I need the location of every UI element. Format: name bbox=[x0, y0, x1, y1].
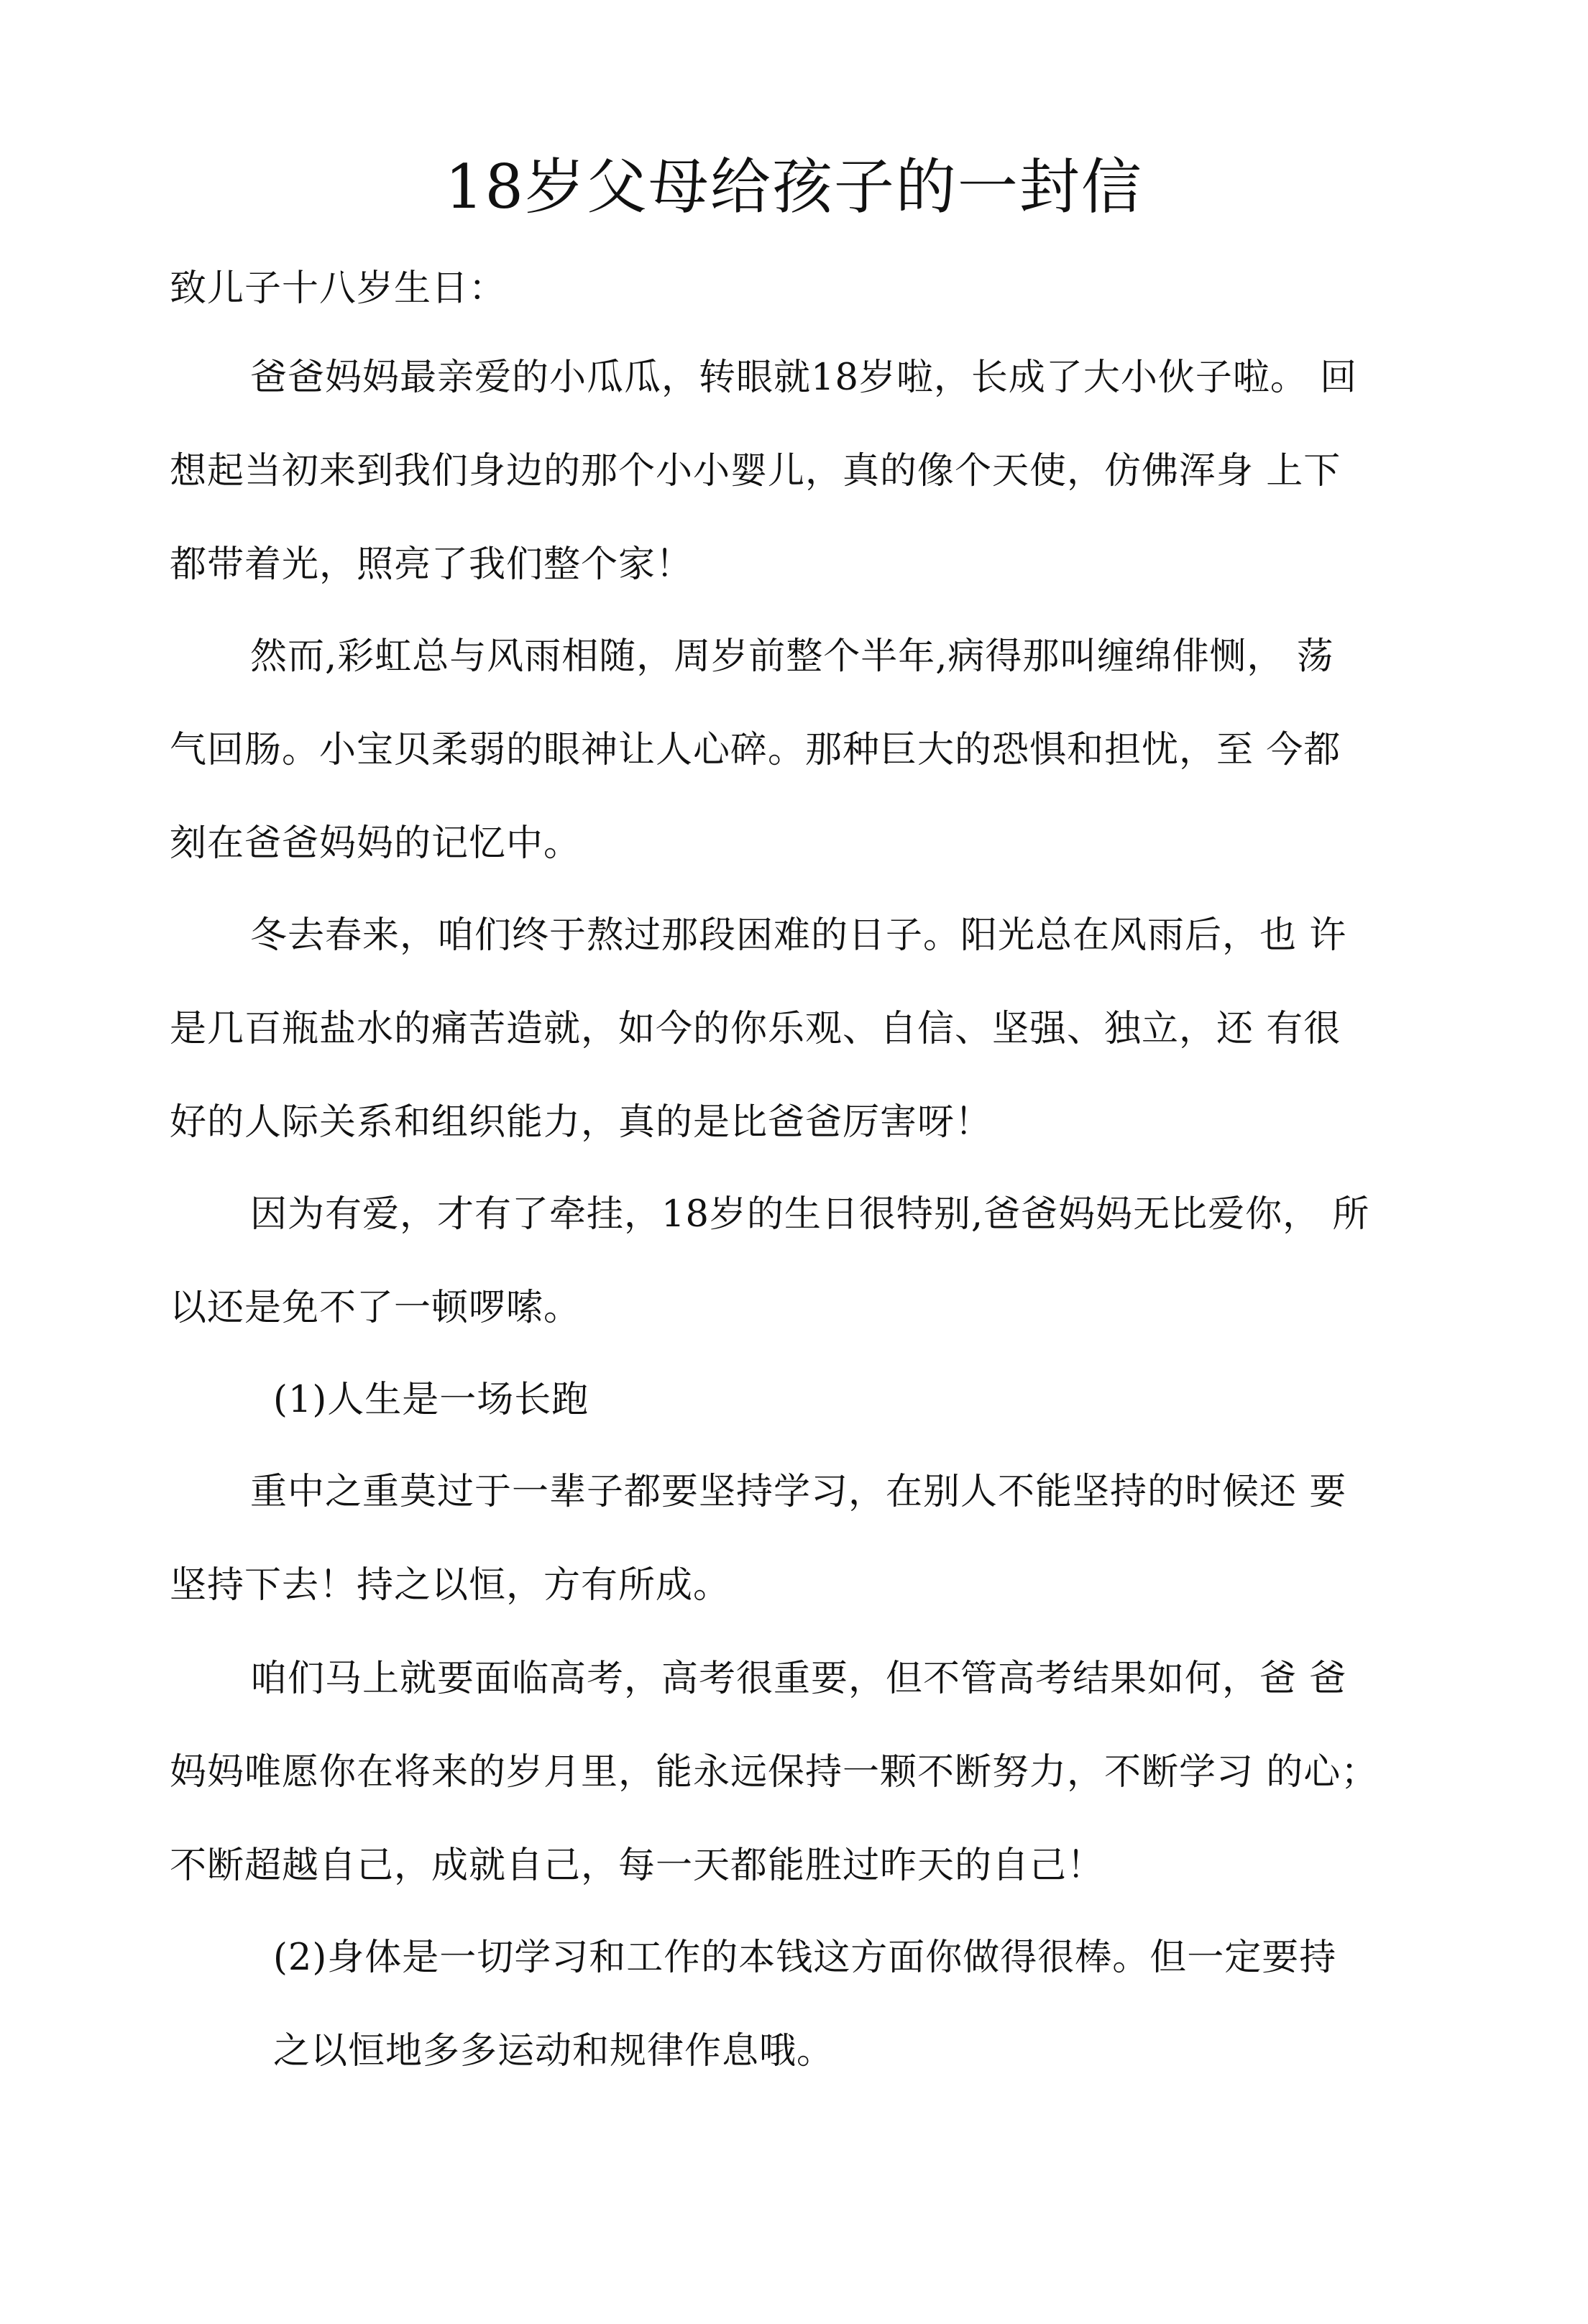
document-title: 18岁父母给孩子的一封信 bbox=[445, 152, 1143, 222]
paragraph-1-line-2: 想起当初来到我们身边的那个小小婴儿，真的像个天使，仿佛浑身 上下 bbox=[170, 450, 1341, 492]
paragraph-1-line-1: 爸爸妈妈最亲爱的小瓜瓜，转眼就18岁啦，长成了大小伙子啦。 回 bbox=[250, 357, 1358, 399]
paragraph-2-line-1: 然而,彩虹总与风雨相随，周岁前整个半年,病得那叫缠绵俳恻， 荡 bbox=[250, 635, 1334, 678]
section-heading-2-line-2: 之以恒地多多运动和规律作息哦。 bbox=[273, 2030, 835, 2072]
paragraph-3-line-2: 是几百瓶盐水的痛苦造就，如今的你乐观、自信、坚强、独立，还 有很 bbox=[170, 1008, 1341, 1050]
paragraph-6-line-3: 不断超越自己，成就自己，每一天都能胜过昨天的自己！ bbox=[170, 1845, 1105, 1887]
paragraph-2-line-3: 刻在爸爸妈妈的记忆中。 bbox=[170, 822, 582, 865]
paragraph-3-line-1: 冬去春来，咱们终于熬过那段困难的日子。阳光总在风雨后，也 许 bbox=[250, 914, 1347, 957]
section-heading-2-line-1: (2)身体是一切学习和工作的本钱这方面你做得很棒。但一定要持 bbox=[273, 1937, 1337, 1979]
paragraph-5-line-1: 重中之重莫过于一辈子都要坚持学习，在别人不能坚持的时候还 要 bbox=[250, 1471, 1347, 1513]
paragraph-3-line-3: 好的人际关系和组织能力，真的是比爸爸厉害呀！ bbox=[170, 1101, 993, 1144]
paragraph-6-line-1: 咱们马上就要面临高考，高考很重要，但不管高考结果如何，爸 爸 bbox=[250, 1658, 1347, 1700]
paragraph-4-line-1: 因为有爱，才有了牵挂，18岁的生日很特别,爸爸妈妈无比爱你， 所 bbox=[250, 1193, 1370, 1236]
section-heading-1: (1)人生是一场长跑 bbox=[273, 1379, 589, 1421]
paragraph-5-line-2: 坚持下去！持之以恒，方有所成。 bbox=[170, 1564, 731, 1607]
paragraph-1-line-3: 都带着光，照亮了我们整个家！ bbox=[170, 543, 694, 586]
paragraph-6-line-2: 妈妈唯愿你在将来的岁月里，能永远保持一颗不断努力，不断学习 的心； bbox=[170, 1751, 1379, 1793]
paragraph-4-line-2: 以还是免不了一顿啰嗦。 bbox=[170, 1287, 582, 1329]
paragraph-2-line-2: 气回肠。小宝贝柔弱的眼神让人心碎。那种巨大的恐惧和担忧，至 今都 bbox=[170, 729, 1341, 771]
greeting-line: 致儿子十八岁生日： bbox=[170, 267, 507, 310]
